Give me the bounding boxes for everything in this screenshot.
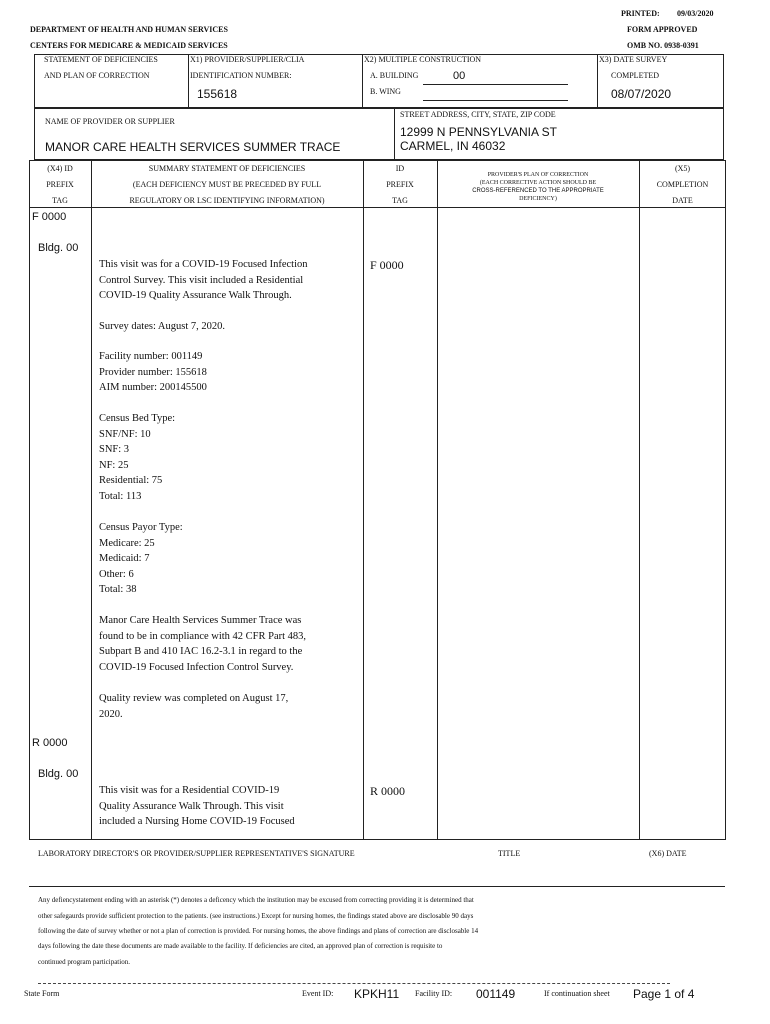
disclaimer-line-4: days following the date these documents are made available to the facility. If deficiencies are cited, an approved plan of correction is requisite to — [38, 942, 443, 950]
finding-paragraph-3: Facility number: 001149 Provider number: 155618 AIM number: 200145500 — [99, 351, 207, 393]
facility-id-value: 001149 — [476, 987, 516, 1001]
plan-header-2: (EACH CORRECTIVE ACTION SHOULD BE — [479, 180, 597, 186]
continuation-label: If continuation sheet — [544, 989, 610, 998]
f-tag-prefix: F 0000 — [32, 211, 67, 223]
id-header-3: TAG — [392, 196, 408, 205]
date-survey-label-1: X3) DATE SURVEY — [599, 55, 668, 64]
department-title: DEPARTMENT OF HEALTH AND HUMAN SERVICES — [30, 25, 228, 34]
facility-id-label: Facility ID: — [415, 989, 453, 998]
finding-paragraph-1: This visit was for a COVID-19 Focused Infection Control Survey. This visit included a Residential COVID-19 Quality Assurance Walk Through. — [99, 259, 308, 301]
date-survey-label-2: COMPLETED — [611, 71, 659, 80]
provider-name-label: NAME OF PROVIDER OR SUPPLIER — [45, 117, 175, 126]
title-label: TITLE — [498, 849, 521, 858]
signature-date-label: (X6) DATE — [649, 849, 687, 858]
f-bldg: Bldg. 00 — [38, 242, 79, 254]
disclaimer-line-2: other safegaurds provide sufficient protection to the patients. (see instructions.) Except for nursing homes, the findings stated above are disclosable 90 days — [38, 912, 474, 920]
summary-header-3: REGULATORY OR LSC IDENTIFYING INFORMATION) — [129, 196, 325, 205]
x5-header-1: (X5) — [674, 164, 691, 173]
survey-date: 08/07/2020 — [611, 87, 672, 101]
omb-number: OMB NO. 0938-0391 — [627, 41, 699, 50]
provider-name: MANOR CARE HEALTH SERVICES SUMMER TRACE — [45, 140, 341, 154]
disclaimer-line-1: Any defiencystatement ending with an asterisk (*) denotes a deficency which the institution may be excused from correcting providing it is determined that — [38, 896, 474, 904]
centers-title: CENTERS FOR MEDICARE & MEDICAID SERVICES — [30, 41, 228, 50]
x4-header-1: (X4) ID — [47, 164, 73, 173]
street-address: 12999 N PENNSYLVANIA ST — [400, 125, 557, 139]
building-label: A. BUILDING — [370, 71, 419, 80]
state-form-label: State Form — [24, 989, 60, 998]
finding-paragraph-7: Quality review was completed on August 17, 2020. — [99, 693, 289, 720]
multiple-construction-label: X2) MULTIPLE CONSTRUCTION — [364, 55, 482, 64]
address-label: STREET ADDRESS, CITY, STATE, ZIP CODE — [400, 110, 556, 119]
director-signature-label: LABORATORY DIRECTOR'S OR PROVIDER/SUPPLIER REPRESENTATIVE'S SIGNATURE — [38, 849, 355, 858]
finding-paragraph-4: Census Bed Type: SNF/NF: 10 SNF: 3 NF: 25 Residential: 75 Total: 113 — [99, 413, 176, 502]
r-id-tag: R 0000 — [370, 784, 406, 798]
provider-id-label-1: X1) PROVIDER/SUPPLIER/CLIA — [190, 55, 305, 64]
statement-label-1: STATEMENT OF DEFICIENCIES — [44, 55, 158, 64]
x5-header-3: DATE — [672, 196, 693, 205]
id-header-1: ID — [395, 164, 405, 173]
r-bldg: Bldg. 00 — [38, 768, 79, 780]
finding-paragraph-6: Manor Care Health Services Summer Trace was found to be in compliance with 42 CFR Part 483, Subpart B and 410 IAC 16.2-3.1 in regard to the COVID-19 Focused Infection Control Survey. — [99, 615, 307, 673]
page-number: Page 1 of 4 — [633, 987, 695, 1001]
plan-header-4: DEFICIENCY) — [519, 196, 557, 202]
provider-id-label-2: IDENTIFICATION NUMBER: — [190, 71, 292, 80]
statement-label-2: AND PLAN OF CORRECTION — [44, 71, 150, 80]
plan-header-1: PROVIDER'S PLAN OF CORRECTION — [487, 172, 589, 178]
disclaimer-line-5: continued program participation. — [38, 958, 130, 966]
form-approved: FORM APPROVED — [627, 25, 698, 34]
printed-label: PRINTED: — [621, 9, 660, 18]
id-header-2: PREFIX — [386, 180, 414, 189]
plan-header-3: CROSS-REFERENCED TO THE APPROPRIATE — [472, 188, 604, 194]
x4-header-2: PREFIX — [46, 180, 74, 189]
finding-paragraph-5: Census Payor Type: Medicare: 25 Medicaid: 7 Other: 6 Total: 38 — [99, 522, 183, 595]
city-state-zip: CARMEL, IN 46032 — [400, 139, 506, 153]
finding-paragraph-8: This visit was for a Residential COVID-19 Quality Assurance Walk Through. This visit included a Nursing Home COVID-19 Focused — [99, 785, 295, 827]
x5-header-2: COMPLETION — [656, 180, 709, 189]
summary-header-2: (EACH DEFICIENCY MUST BE PRECEDED BY FULL — [132, 180, 322, 189]
f-id-tag: F 0000 — [370, 258, 404, 272]
r-tag-prefix: R 0000 — [32, 737, 68, 749]
printed-date: 09/03/2020 — [677, 9, 714, 18]
event-id-label: Event ID: — [302, 989, 334, 998]
disclaimer-line-3: following the date of survey whether or not a plan of correction is provided. For nursing homes, the above findings and plans of correction are disclosable 14 — [38, 927, 479, 935]
provider-number: 155618 — [197, 87, 238, 101]
wing-label: B. WING — [370, 87, 401, 96]
x4-header-3: TAG — [52, 196, 68, 205]
event-id-value: KPKH11 — [354, 987, 400, 1001]
summary-header-1: SUMMARY STATEMENT OF DEFICIENCIES — [148, 164, 306, 173]
building-value: 00 — [453, 70, 466, 82]
finding-paragraph-2: Survey dates: August 7, 2020. — [99, 321, 225, 332]
